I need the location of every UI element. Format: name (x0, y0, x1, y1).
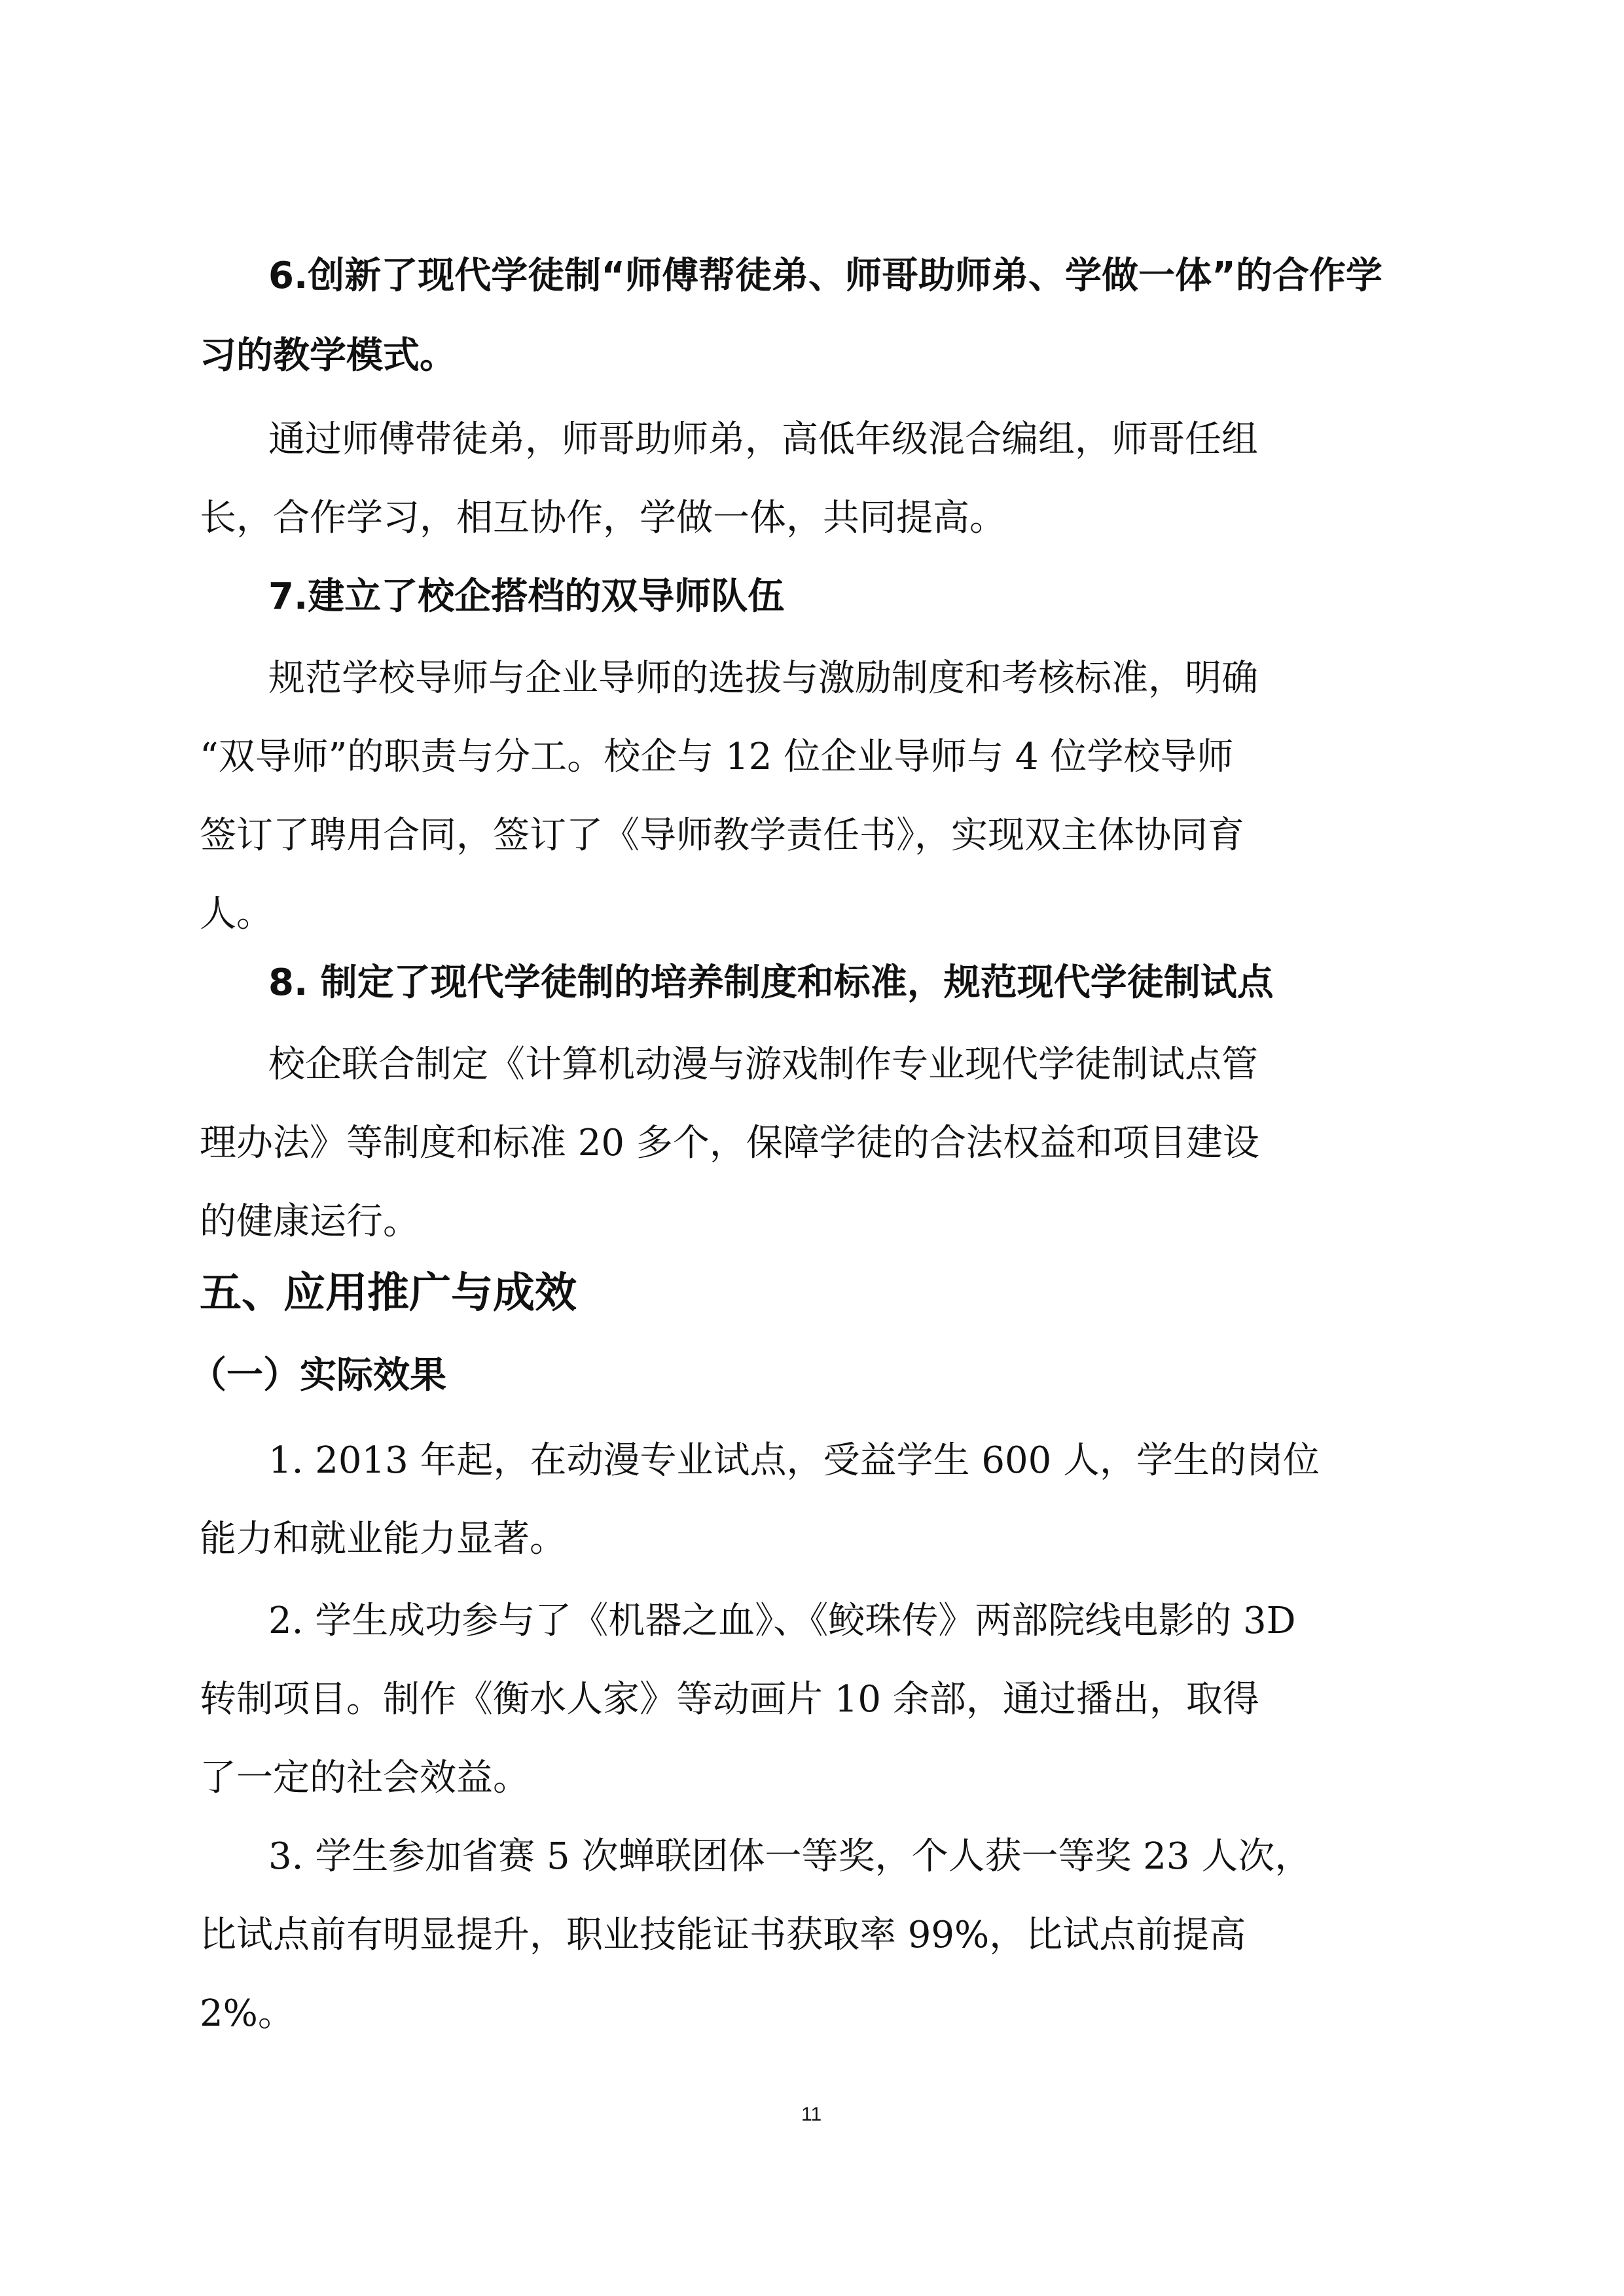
item-7-heading: 7.建立了校企搭档的双导师队伍 (268, 575, 785, 618)
item-7-body-line-4: 人。 (200, 893, 273, 935)
item-6-body-line-1: 通过师傅带徒弟，师哥助师弟，高低年级混合编组，师哥任组 (268, 418, 1258, 461)
page-number: 11 (801, 2104, 822, 2125)
item-6-heading-line-1: 6.创新了现代学徒制“师傅帮徒弟、师哥助师弟、学做一体”的合作学 (268, 255, 1382, 297)
result-2-line-3: 了一定的社会效益。 (200, 1757, 530, 1799)
item-6-body-line-2: 长，合作学习，相互协作，学做一体，共同提高。 (200, 497, 1006, 539)
item-8-heading: 8. 制定了现代学徒制的培养制度和标准，规范现代学徒制试点 (268, 961, 1274, 1004)
item-6-heading-line-2: 习的教学模式。 (200, 334, 456, 377)
section-5-heading: 五、应用推广与成效 (200, 1269, 577, 1318)
item-8-body-line-2: 理办法》等制度和标准 20 多个，保障学徒的合法权益和项目建设 (200, 1122, 1259, 1164)
result-3-line-2: 比试点前有明显提升，职业技能证书获取率 99%，比试点前提高 (200, 1914, 1246, 1956)
result-2-line-1: 2. 学生成功参与了《机器之血》、《鲛珠传》两部院线电影的 3D (268, 1600, 1296, 1642)
result-2-line-2: 转制项目。制作《衡水人家》等动画片 10 余部，通过播出，取得 (200, 1678, 1259, 1721)
item-7-body-line-1: 规范学校导师与企业导师的选拔与激励制度和考核标准，明确 (268, 657, 1258, 700)
item-7-body-line-3: 签订了聘用合同，签订了《导师教学责任书》，实现双主体协同育 (200, 814, 1244, 857)
subsection-1-heading: （一）实际效果 (190, 1354, 446, 1397)
result-1-line-2: 能力和就业能力显著。 (200, 1518, 566, 1560)
item-7-body-line-2: “双导师”的职责与分工。校企与 12 位企业导师与 4 位学校导师 (200, 736, 1234, 778)
result-1-line-1: 1. 2013 年起，在动漫专业试点，受益学生 600 人，学生的岗位 (268, 1439, 1320, 1482)
result-3-line-3: 2%。 (200, 1992, 295, 2035)
item-8-body-line-1: 校企联合制定《计算机动漫与游戏制作专业现代学徒制试点管 (268, 1043, 1258, 1086)
result-3-line-1: 3. 学生参加省赛 5 次蝉联团体一等奖，个人获一等奖 23 人次， (268, 1835, 1312, 1878)
item-8-body-line-3: 的健康运行。 (200, 1200, 420, 1243)
